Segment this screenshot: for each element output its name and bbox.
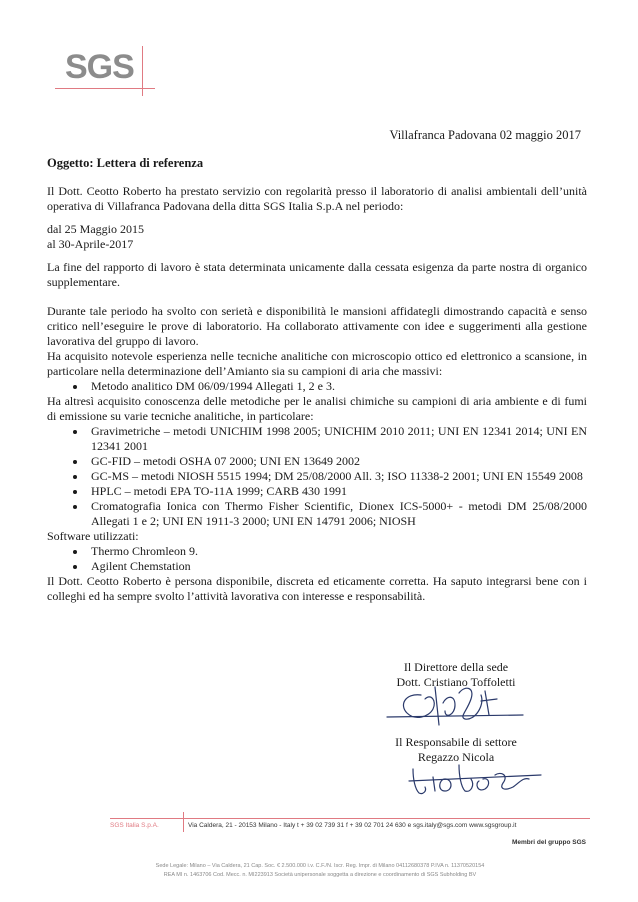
list-item: • GC-MS – metodi NIOSH 5515 1994; DM 25/08/2000 All. 3; ISO 11338-2 2001; UNI EN 15549 2008 <box>87 469 587 484</box>
manager-signature-icon <box>405 755 545 800</box>
paragraph-chemistry: Ha altresì acquisito conoscenza delle metodiche per le analisi chimiche su campioni di aria ambiente e di fumi di emissione su varie tecniche analitiche, in particolare: <box>47 394 587 423</box>
paragraph-closing: Il Dott. Ceotto Roberto è persona disponibile, discreta ed eticamente corretta. Ha saputo integrarsi bene con i colleghi ed ha sempre svolto l’attività lavorativa con interesse e responsabilità. <box>47 574 587 603</box>
period-to: al 30-Aprile-2017 <box>47 237 134 251</box>
letter-subject: Oggetto: Lettera di referenza <box>47 156 204 170</box>
list-item: • GC-FID – metodi OSHA 07 2000; UNI EN 13649 2002 <box>87 454 587 469</box>
footer-vertical-divider <box>183 812 184 832</box>
footer-divider <box>110 818 590 819</box>
list-item: • Cromatografia Ionica con Thermo Fisher Scientific, Dionex ICS-5000+ - metodi DM 25/08/2000 Allegati 1 e 2; UNI EN 1911-3 2000; UNI EN 14791 2006; NIOSH <box>87 499 587 529</box>
footer-address: Via Caldera, 21 - 20153 Milano - Italy t + 39 02 739 31 f + 39 02 701 24 630 e sgs.italy@sgs.com www.sgsgroup.it <box>188 822 517 829</box>
logo-text: SGS <box>65 48 134 86</box>
list-item: • Thermo Chromleon 9. <box>87 544 587 559</box>
asbestos-methods-list <box>47 379 587 394</box>
chemistry-methods-list <box>47 424 587 529</box>
list-item: • Metodo analitico DM 06/09/1994 Allegati 1, 2 e 3. <box>87 379 587 394</box>
paragraph-intro: Il Dott. Ceotto Roberto ha prestato servizio con regolarità presso il laboratorio di analisi ambientali dell’unità operativa di Villafranca Padovana della ditta SGS Italia S.p.A nel periodo: <box>47 184 587 213</box>
period-from: dal 25 Maggio 2015 <box>47 222 144 236</box>
footer-legal <box>60 862 580 880</box>
letter-body <box>47 184 587 604</box>
logo-horizontal-line <box>55 88 155 89</box>
paragraph-microscopy: Ha acquisito notevole esperienza nelle tecniche analitiche con microscopio ottico ed elettronico a scansione, in particolare nella determinazione dell’Amianto sia su campioni di aria che massivi: <box>47 349 587 378</box>
footer-group: Membri del gruppo SGS <box>511 839 586 846</box>
list-item: • Agilent Chemstation <box>87 559 587 574</box>
footer-company: SGS Italia S.p.A. <box>110 822 159 829</box>
footer-legal-line: REA MI n. 1463706 Cod. Mecc. n. MI223913 Società unipersonale soggetta a direzione e coordinamento di SGS Subholding BV <box>163 872 477 878</box>
paragraph-duties: Durante tale periodo ha svolto con serietà e disponibilità le mansioni affidategli dimostrando capacità e senso critico nell’eseguire le prove di laboratorio. Ha collaborato attivamente con idee e suggerimenti alla gestione lavorativa del gruppo di lavoro. <box>47 304 587 348</box>
director-name: Dott. Cristiano Toffoletti <box>396 675 516 689</box>
dateline: Villafranca Padovana 02 maggio 2017 <box>389 128 581 142</box>
director-signature-icon <box>385 665 525 735</box>
software-list <box>47 544 587 574</box>
footer-legal-line: Sede Legale: Milano – Via Caldera, 21 Cap. Soc. € 2.500.000 i.v. C.F./N. Iscr. Reg. Impr. di Milano 04112680378 P.IVA n. 11370520154 <box>155 863 485 869</box>
software-label: Software utilizzati: <box>47 529 139 543</box>
director-title: Il Direttore della sede <box>403 660 509 674</box>
list-item: • HPLC – metodi EPA TO-11A 1999; CARB 430 1991 <box>87 484 587 499</box>
manager-name: Regazzo Nicola <box>417 750 495 764</box>
list-item: • Gravimetriche – metodi UNICHIM 1998 2005; UNICHIM 2010 2011; UNI EN 12341 2014; UNI EN 12341 2001 <box>87 424 587 454</box>
sgs-logo <box>55 44 155 96</box>
logo-vertical-line <box>142 46 143 96</box>
paragraph-end-reason: La fine del rapporto di lavoro è stata determinata unicamente dalla cessata esigenza da parte nostra di organico supplementare. <box>47 260 587 289</box>
manager-title: Il Responsabile di settore <box>395 735 517 749</box>
